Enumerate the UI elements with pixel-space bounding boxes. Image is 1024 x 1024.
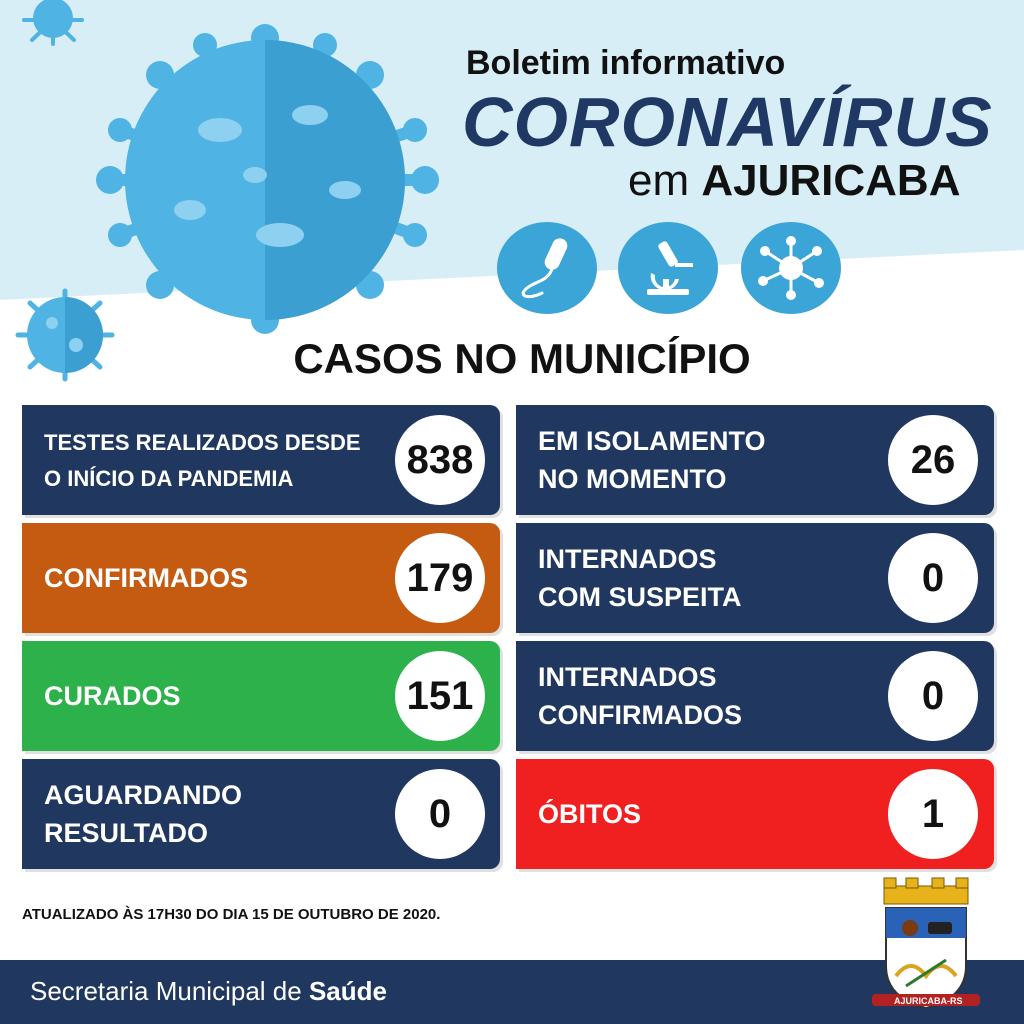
card-obitos-label: ÓBITOS bbox=[538, 799, 642, 829]
card-confirmados-label: CONFIRMADOS bbox=[44, 563, 248, 593]
card-internados-confirmados bbox=[516, 641, 994, 751]
card-internados-suspeita-value: 0 bbox=[888, 533, 978, 623]
card-isolamento-value: 26 bbox=[888, 415, 978, 505]
card-testes-label-line2: O INÍCIO DA PANDEMIA bbox=[44, 466, 294, 491]
card-internados-suspeita-label-line1: INTERNADOS bbox=[538, 544, 717, 574]
card-internados-confirmados-label-line1: INTERNADOS bbox=[538, 662, 717, 692]
card-testes bbox=[22, 405, 500, 515]
card-aguardando-value: 0 bbox=[395, 769, 485, 859]
molecule-icon-circle bbox=[741, 222, 841, 314]
card-obitos-value: 1 bbox=[888, 769, 978, 859]
city-crest-icon bbox=[866, 876, 986, 1016]
footer-text-prefix: Secretaria Municipal de bbox=[30, 976, 302, 1006]
card-confirmados-value: 179 bbox=[395, 533, 485, 623]
virus-tiny-icon bbox=[18, 0, 88, 48]
card-testes-value: 838 bbox=[395, 415, 485, 505]
crest-inscription: AJURICABA-RS bbox=[894, 996, 963, 1006]
card-curados bbox=[22, 641, 500, 751]
card-internados-confirmados-label bbox=[538, 658, 742, 734]
microscope-icon bbox=[633, 233, 703, 303]
card-internados-suspeita-label-line2: COM SUSPEITA bbox=[538, 582, 742, 612]
card-internados-confirmados-value: 0 bbox=[888, 651, 978, 741]
city-prefix: em bbox=[628, 156, 690, 205]
card-isolamento bbox=[516, 405, 994, 515]
card-obitos bbox=[516, 759, 994, 869]
card-aguardando bbox=[22, 759, 500, 869]
card-internados-confirmados-label-line2: CONFIRMADOS bbox=[538, 700, 742, 730]
card-testes-label bbox=[44, 425, 361, 497]
card-curados-label: CURADOS bbox=[44, 681, 181, 711]
section-title: CASOS NO MUNICÍPIO bbox=[293, 335, 751, 382]
card-curados-value: 151 bbox=[395, 651, 485, 741]
card-testes-label-line1: TESTES REALIZADOS DESDE bbox=[44, 430, 361, 455]
bulletin-subtitle: Boletim informativo bbox=[466, 44, 786, 82]
card-isolamento-label-line1: EM ISOLAMENTO bbox=[538, 426, 766, 456]
swab-icon-circle bbox=[497, 222, 597, 314]
card-confirmados bbox=[22, 523, 500, 633]
microscope-icon-circle bbox=[618, 222, 718, 314]
card-internados-suspeita-label bbox=[538, 540, 742, 616]
card-aguardando-label-line2: RESULTADO bbox=[44, 818, 208, 848]
bulletin-city bbox=[628, 156, 960, 206]
card-isolamento-label-line2: NO MOMENTO bbox=[538, 464, 727, 494]
footer-text-bold: Saúde bbox=[308, 976, 387, 1006]
virus-large-icon bbox=[80, 20, 460, 340]
card-internados-suspeita bbox=[516, 523, 994, 633]
card-aguardando-label-line1: AGUARDANDO bbox=[44, 780, 242, 810]
city-name: AJURICABA bbox=[701, 156, 961, 205]
swab-icon bbox=[512, 233, 582, 303]
card-isolamento-label bbox=[538, 422, 766, 498]
bulletin-title: CORONAVÍRUS bbox=[462, 83, 993, 161]
updated-timestamp: ATUALIZADO ÀS 17H30 DO DIA 15 DE OUTUBRO DE 2020. bbox=[22, 906, 441, 923]
card-aguardando-label bbox=[44, 776, 242, 852]
molecule-icon bbox=[753, 233, 829, 303]
footer-text bbox=[30, 976, 387, 1007]
